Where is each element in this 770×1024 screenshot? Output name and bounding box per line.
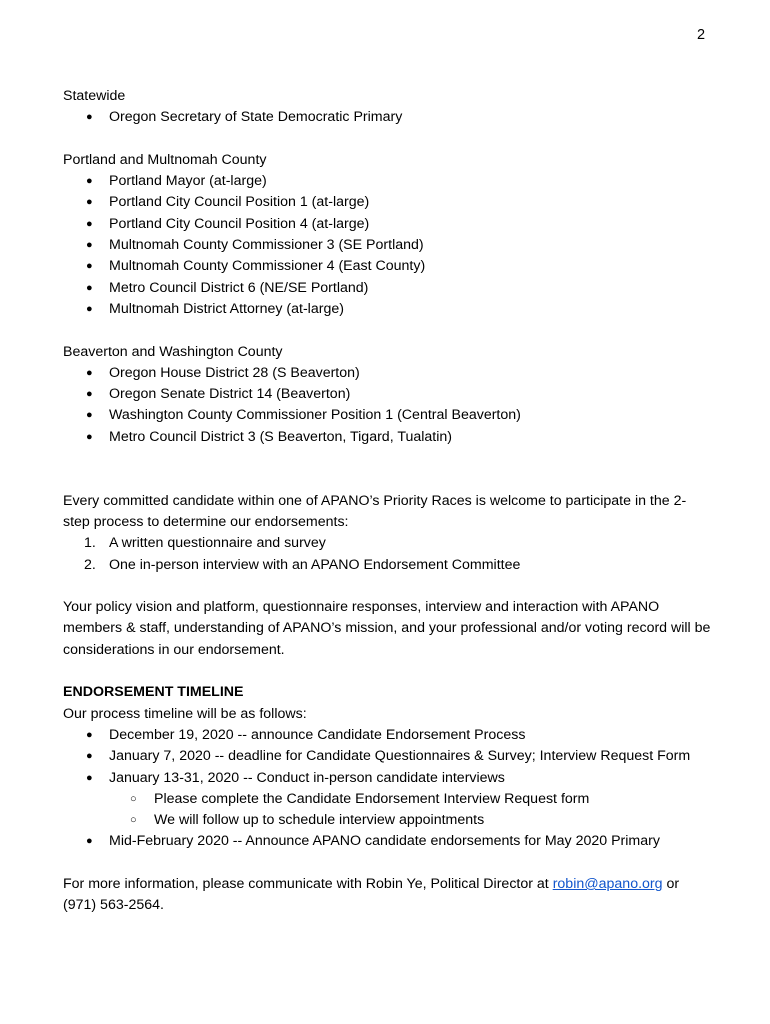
timeline-item: ● December 19, 2020 -- announce Candidate Endorsement Process <box>63 725 713 746</box>
timeline-list <box>63 725 713 853</box>
timeline-sub-item: ○ Please complete the Candidate Endorsement Interview Request form <box>63 789 713 810</box>
list-item: ● Metro Council District 6 (NE/SE Portland) <box>63 278 713 299</box>
section-heading-beaverton: Beaverton and Washington County <box>63 343 283 360</box>
timeline-item: ● January 13-31, 2020 -- Conduct in-person candidate interviews <box>63 768 713 789</box>
contact-paragraph <box>63 874 713 917</box>
email-link[interactable]: robin@apano.org <box>552 875 663 892</box>
list-item: ● Portland City Council Position 1 (at-large) <box>63 192 713 213</box>
portland-list <box>63 171 713 320</box>
list-item: ● Portland Mayor (at-large) <box>63 171 713 192</box>
list-item: ● Portland City Council Position 4 (at-large) <box>63 214 713 235</box>
statewide-list <box>63 107 713 128</box>
process-step <box>63 555 713 576</box>
section-heading-portland: Portland and Multnomah County <box>63 151 267 168</box>
step-text: One in-person interview with an APANO Endorsement Committee <box>109 556 521 573</box>
document-body <box>63 86 713 917</box>
considerations-paragraph: Your policy vision and platform, questionnaire responses, interview and interaction with APANO members & staff, understanding of APANO’s mission, and your professional and/or voting record will be considerations in our endorsement. <box>63 599 711 658</box>
beaverton-list <box>63 363 713 448</box>
list-item: ● Oregon Secretary of State Democratic Primary <box>63 107 713 128</box>
list-item: ● Multnomah District Attorney (at-large) <box>63 299 713 320</box>
timeline-item: ● January 7, 2020 -- deadline for Candidate Questionnaires & Survey; Interview Request Form <box>63 746 713 767</box>
list-item: ● Oregon Senate District 14 (Beaverton) <box>63 384 713 405</box>
contact-text-after: or (971) 563-2564. <box>63 875 680 914</box>
timeline-intro: Our process timeline will be as follows: <box>63 705 307 722</box>
timeline-heading: ENDORSEMENT TIMELINE <box>63 684 244 701</box>
timeline-item: ● Mid-February 2020 -- Announce APANO candidate endorsements for May 2020 Primary <box>63 831 713 852</box>
list-item: ● Metro Council District 3 (S Beaverton, Tigard, Tualatin) <box>63 427 713 448</box>
step-number: 2. <box>84 556 96 573</box>
step-text: A written questionnaire and survey <box>109 535 326 552</box>
page-number: 2 <box>697 27 706 43</box>
list-item: ● Multnomah County Commissioner 4 (East County) <box>63 256 713 277</box>
step-number: 1. <box>84 535 96 552</box>
process-steps <box>63 533 713 576</box>
timeline-sub-item: ○ We will follow up to schedule interview appointments <box>63 810 713 831</box>
list-item: ● Multnomah County Commissioner 3 (SE Portland) <box>63 235 713 256</box>
contact-text-before: For more information, please communicate with Robin Ye, Political Director at <box>63 875 553 892</box>
process-step <box>63 533 713 554</box>
list-item: ● Washington County Commissioner Position 1 (Central Beaverton) <box>63 405 713 426</box>
list-item: ● Oregon House District 28 (S Beaverton) <box>63 363 713 384</box>
section-heading-statewide: Statewide <box>63 88 126 104</box>
process-intro: Every committed candidate within one of APANO’s Priority Races is welcome to participate in the 2-step process to determine our endorsements: <box>63 492 687 530</box>
